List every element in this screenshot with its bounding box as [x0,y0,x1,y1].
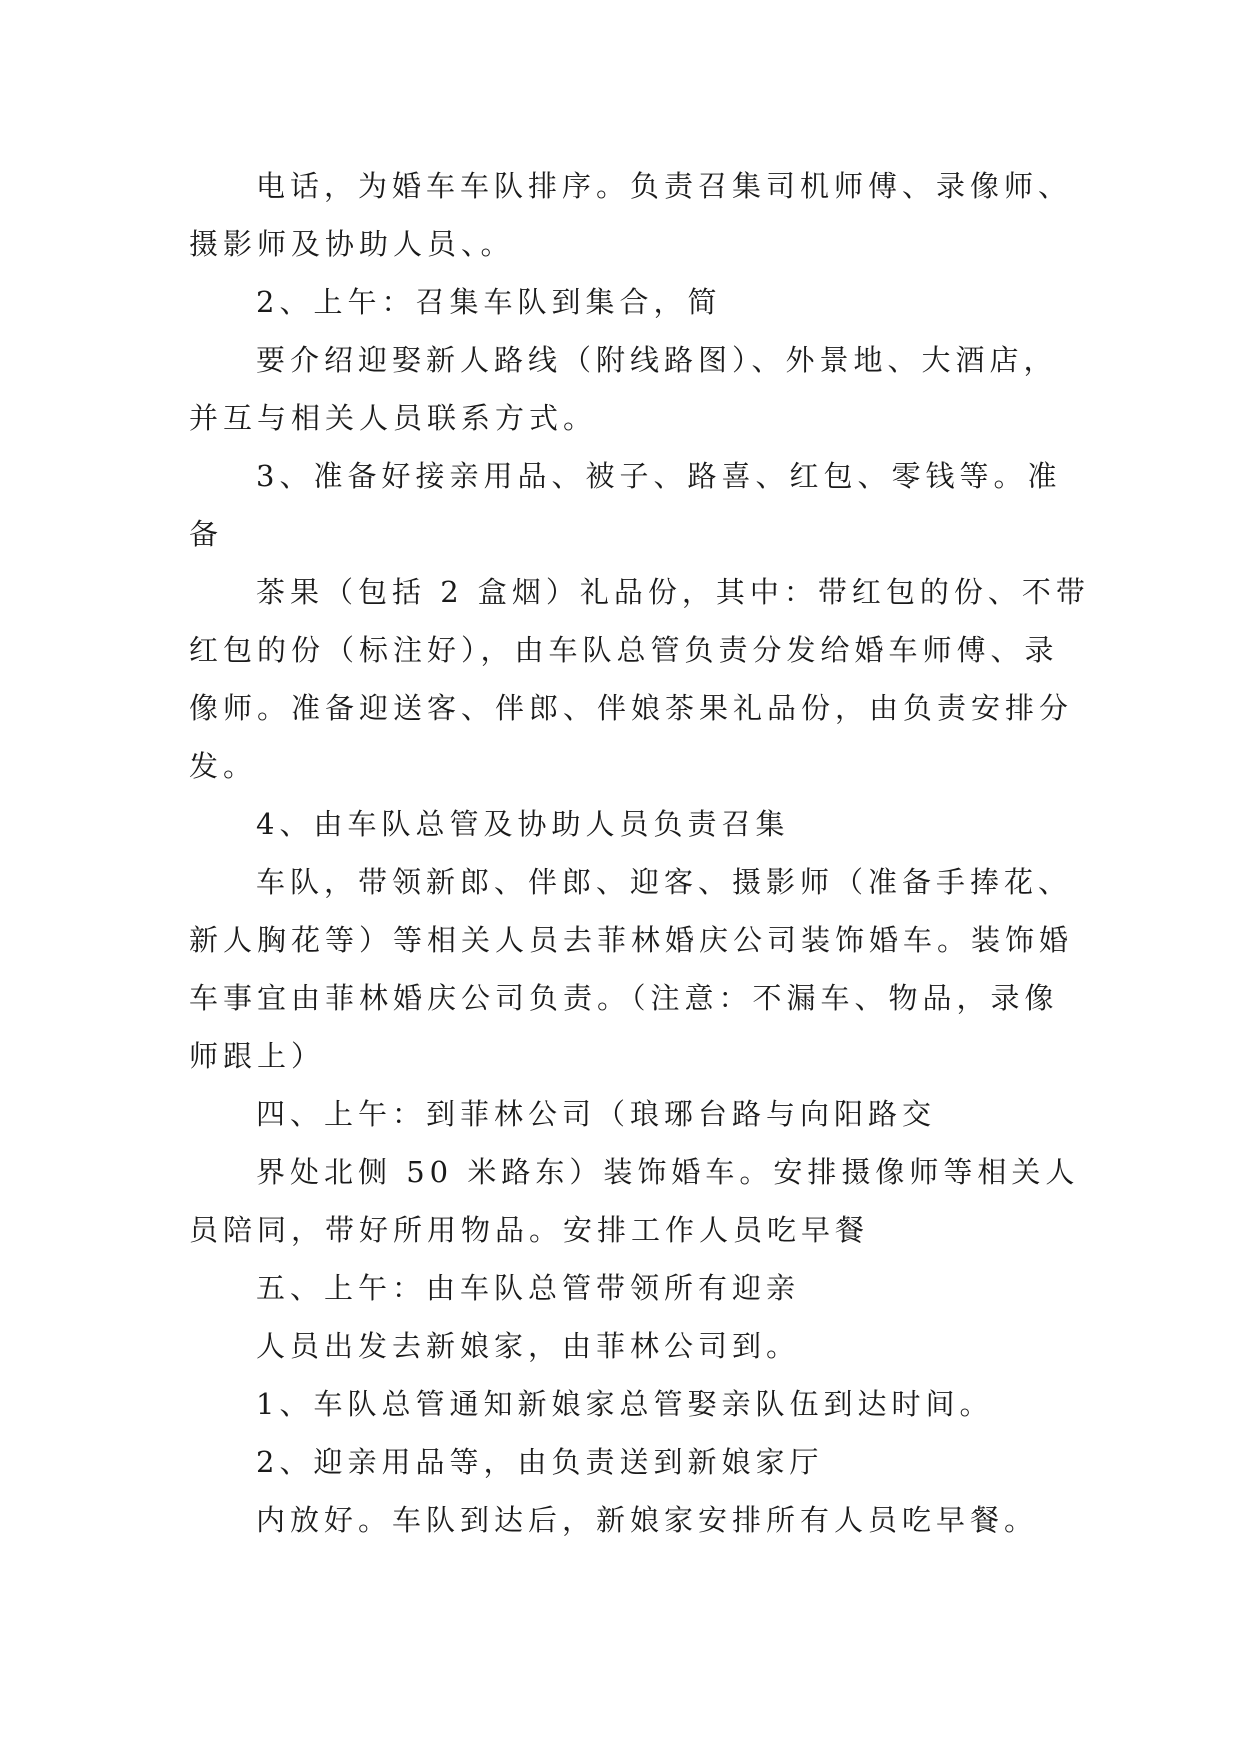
text-line-23: 2、迎亲用品等，由负责送到新娘家厅 [256,1445,824,1479]
text-line-9: 红包的份（标注好），由车队总管负责分发给婚车师傅、录 [189,633,1059,667]
text-line-13: 车队，带领新郎、伴郎、迎客、摄影师（准备手捧花、 [256,865,1073,899]
text-line-16: 师跟上） [189,1039,326,1073]
text-line-15: 车事宜由菲林婚庆公司负责。（注意：不漏车、物品，录像 [189,981,1059,1015]
text-line-24: 内放好。车队到达后，新娘家安排所有人员吃早餐。 [256,1503,1039,1537]
text-line-22: 1、车队总管通知新娘家总管娶亲队伍到达时间。 [256,1387,994,1421]
text-line-19: 员陪同，带好所用物品。安排工作人员吃早餐 [189,1213,870,1247]
text-line-14: 新人胸花等）等相关人员去菲林婚庆公司装饰婚车。装饰婚 [189,923,1074,957]
text-line-20: 五、上午：由车队总管带领所有迎亲 [256,1271,801,1305]
text-line-11: 发。 [189,749,258,783]
text-line-7: 备 [189,517,224,551]
text-line-17: 四、上午：到菲林公司（琅琊台路与向阳路交 [256,1097,937,1131]
text-line-1: 电话，为婚车车队排序。负责召集司机师傅、录像师、 [256,169,1073,203]
text-line-21: 人员出发去新娘家，由菲林公司到。 [256,1329,801,1363]
text-line-8: 茶果（包括 2 盒烟）礼品份，其中：带红包的份、不带 [256,575,1090,609]
text-line-3: 2、上午：召集车队到集合，简 [256,285,722,319]
text-line-6: 3、准备好接亲用品、被子、路喜、红包、零钱等。准 [256,459,1062,493]
text-line-18: 界处北侧 50 米路东）装饰婚车。安排摄像师等相关人 [256,1155,1080,1189]
text-line-10: 像师。准备迎送客、伴郎、伴娘茶果礼品份，由负责安排分 [189,691,1074,725]
text-line-5: 并互与相关人员联系方式。 [189,401,598,435]
text-line-2: 摄影师及协助人员、。 [189,227,515,261]
text-line-12: 4、由车队总管及协助人员负责召集 [256,807,790,841]
text-line-4: 要介绍迎娶新人路线（附线路图）、外景地、大酒店， [256,343,1058,377]
